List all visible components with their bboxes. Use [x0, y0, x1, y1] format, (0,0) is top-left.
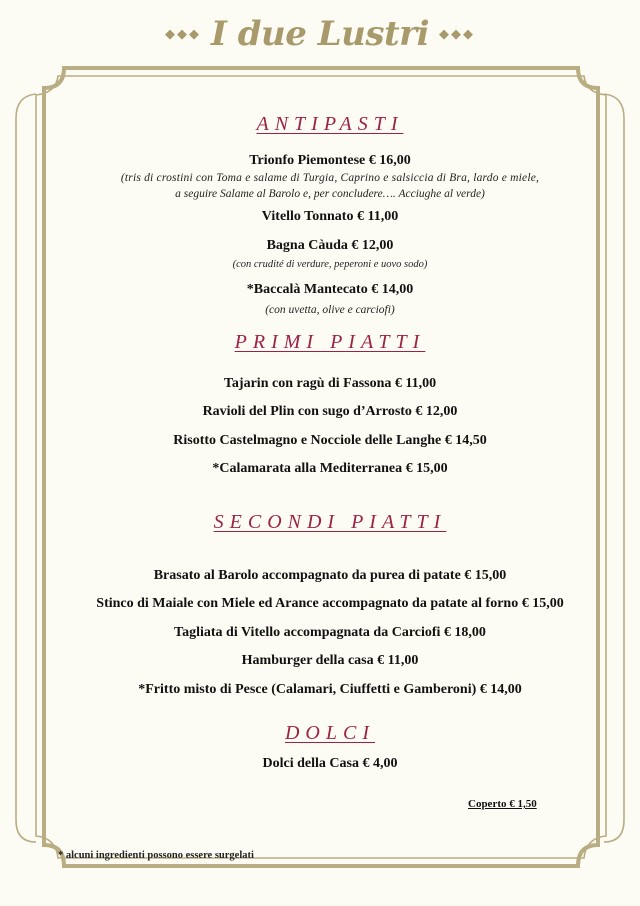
header: [0, 14, 640, 54]
dish-note-baccala: (con uvetta, olive e carciofi): [265, 304, 395, 316]
section-title-dolci: DOLCI: [284, 722, 375, 744]
section-title-primi: PRIMI PIATTI: [234, 331, 426, 353]
section-secondi: [30, 508, 630, 704]
dish-brasato: Brasato al Barolo accompagnato da purea di patate € 15,00: [153, 568, 507, 583]
dish-note-bagna-cauda: (con crudité di verdure, peperoni e uovo sodo): [232, 259, 428, 270]
dish-risotto-castelmagno: Risotto Castelmagno e Nocciole delle Langhe € 14,50: [173, 433, 487, 448]
dish-tajarin: Tajarin con ragù di Fassona € 11,00: [223, 376, 437, 391]
dish-calamarata: *Calamarata alla Mediterranea € 15,00: [212, 461, 448, 476]
dish-note-trionfo-1: (tris di crostini con Toma e salame di Turgia, Caprino e salsiccia di Bra, lardo e miele,: [120, 172, 540, 184]
dish-stinco: Stinco di Maiale con Miele ed Arance accompagnato da patate al forno € 15,00: [96, 596, 564, 611]
dish-hamburger: Hamburger della casa € 11,00: [241, 653, 419, 668]
dish-note-trionfo-2: a seguire Salame al Barolo e, per concludere…. Acciughe al verde): [175, 188, 485, 200]
section-primi: [30, 328, 630, 483]
dish-baccala-mantecato: *Baccalà Mantecato € 14,00: [246, 282, 414, 297]
dish-fritto-misto: *Fritto misto di Pesce (Calamari, Ciuffetti e Gamberoni) € 14,00: [138, 682, 522, 697]
dish-bagna-cauda: Bagna Càuda € 12,00: [266, 238, 394, 253]
coperto-charge: Coperto € 1,50: [468, 798, 537, 810]
restaurant-logo: I due Lustri: [210, 14, 429, 54]
section-antipasti: [30, 110, 630, 318]
dish-dolci-casa: Dolci della Casa € 4,00: [262, 756, 398, 771]
section-title-antipasti: ANTIPASTI: [256, 113, 404, 135]
dish-trionfo-piemontese: Trionfo Piemontese € 16,00: [249, 153, 411, 168]
dish-tagliata: Tagliata di Vitello accompagnata da Carciofi € 18,00: [174, 625, 486, 640]
diamond-ornament-left: ◆◆◆: [164, 26, 201, 41]
dish-ravioli-plin: Ravioli del Plin con sugo d’Arrosto € 12,00: [202, 404, 458, 419]
section-title-secondi: SECONDI PIATTI: [213, 511, 447, 533]
diamond-ornament-right: ◆◆◆: [439, 26, 475, 41]
footnote-frozen: * alcuni ingredienti possono essere surgelati: [58, 850, 254, 861]
dish-vitello-tonnato: Vitello Tonnato € 11,00: [261, 209, 399, 224]
section-dolci: [30, 719, 630, 773]
menu-content: [30, 110, 630, 773]
